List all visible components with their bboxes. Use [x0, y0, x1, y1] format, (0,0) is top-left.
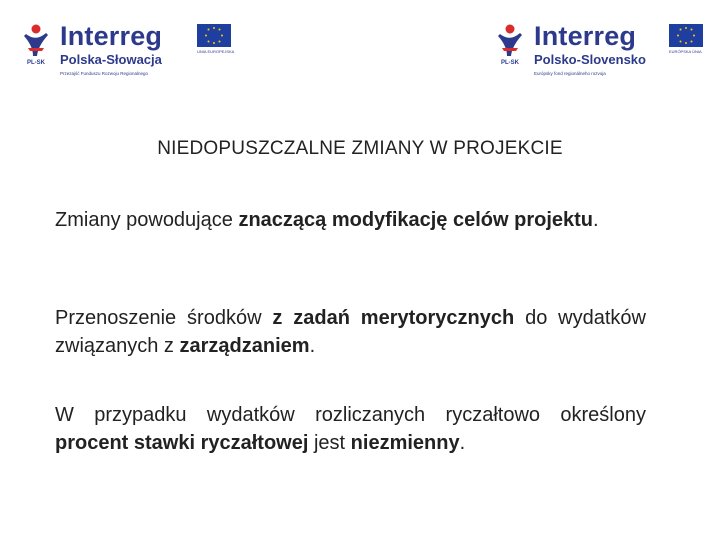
paragraph-text: Przenoszenie środków — [55, 307, 273, 329]
brand-fine-print: Przezajść Funduszu Rozwoju Regionalnego — [60, 71, 149, 76]
interreg-logo-left — [18, 21, 235, 76]
brand-name: Interreg — [534, 21, 637, 51]
brand-subtitle: Polska-Słowacja — [60, 52, 162, 67]
paragraph-emphasis: zarządzaniem — [179, 335, 310, 357]
paragraph-significant-change — [55, 206, 646, 234]
interreg-emblem-icon — [18, 22, 54, 74]
paragraph-text: do wydatków związanych z — [55, 307, 646, 357]
eu-flag-icon — [669, 24, 703, 47]
eu-caption: UNIA EUROPEJSKA — [197, 49, 235, 54]
paragraph-text: W przypadku wydatków rozliczanych ryczałtowo określony — [55, 404, 646, 426]
paragraph-emphasis: niezmienny — [350, 432, 460, 454]
paragraph-text: . — [459, 432, 466, 454]
interreg-logo-right — [492, 21, 702, 76]
brand-fine-print: Európsky fond regionálneho rozvoja — [534, 71, 606, 76]
interreg-emblem-icon — [492, 22, 528, 74]
paragraph-text: . — [593, 209, 599, 231]
eu-caption: EURÓPSKA ÚNIA — [669, 49, 702, 54]
brand-name: Interreg — [60, 21, 163, 51]
paragraph-text: . — [309, 335, 316, 357]
paragraph-text: Zmiany powodujące — [55, 209, 239, 231]
paragraph-flat-rate — [55, 401, 646, 457]
slide-title: NIEDOPUSZCZALNE ZMIANY W PROJEKCIE — [157, 138, 563, 159]
eu-flag-icon — [197, 24, 231, 47]
emblem-code-label: PL-SK — [501, 60, 519, 66]
brand-block — [60, 22, 162, 76]
paragraph-emphasis: procent stawki ryczałtowej — [55, 432, 309, 454]
paragraph-emphasis: znaczącą modyfikację celów projektu — [238, 209, 594, 231]
emblem-code-label: PL-SK — [27, 60, 45, 66]
paragraph-text: jest — [308, 432, 351, 454]
brand-block — [534, 22, 646, 76]
paragraph-emphasis: z zadań merytorycznych — [272, 307, 515, 329]
brand-subtitle: Polsko-Slovensko — [534, 52, 646, 67]
paragraph-fund-transfer — [55, 304, 646, 360]
